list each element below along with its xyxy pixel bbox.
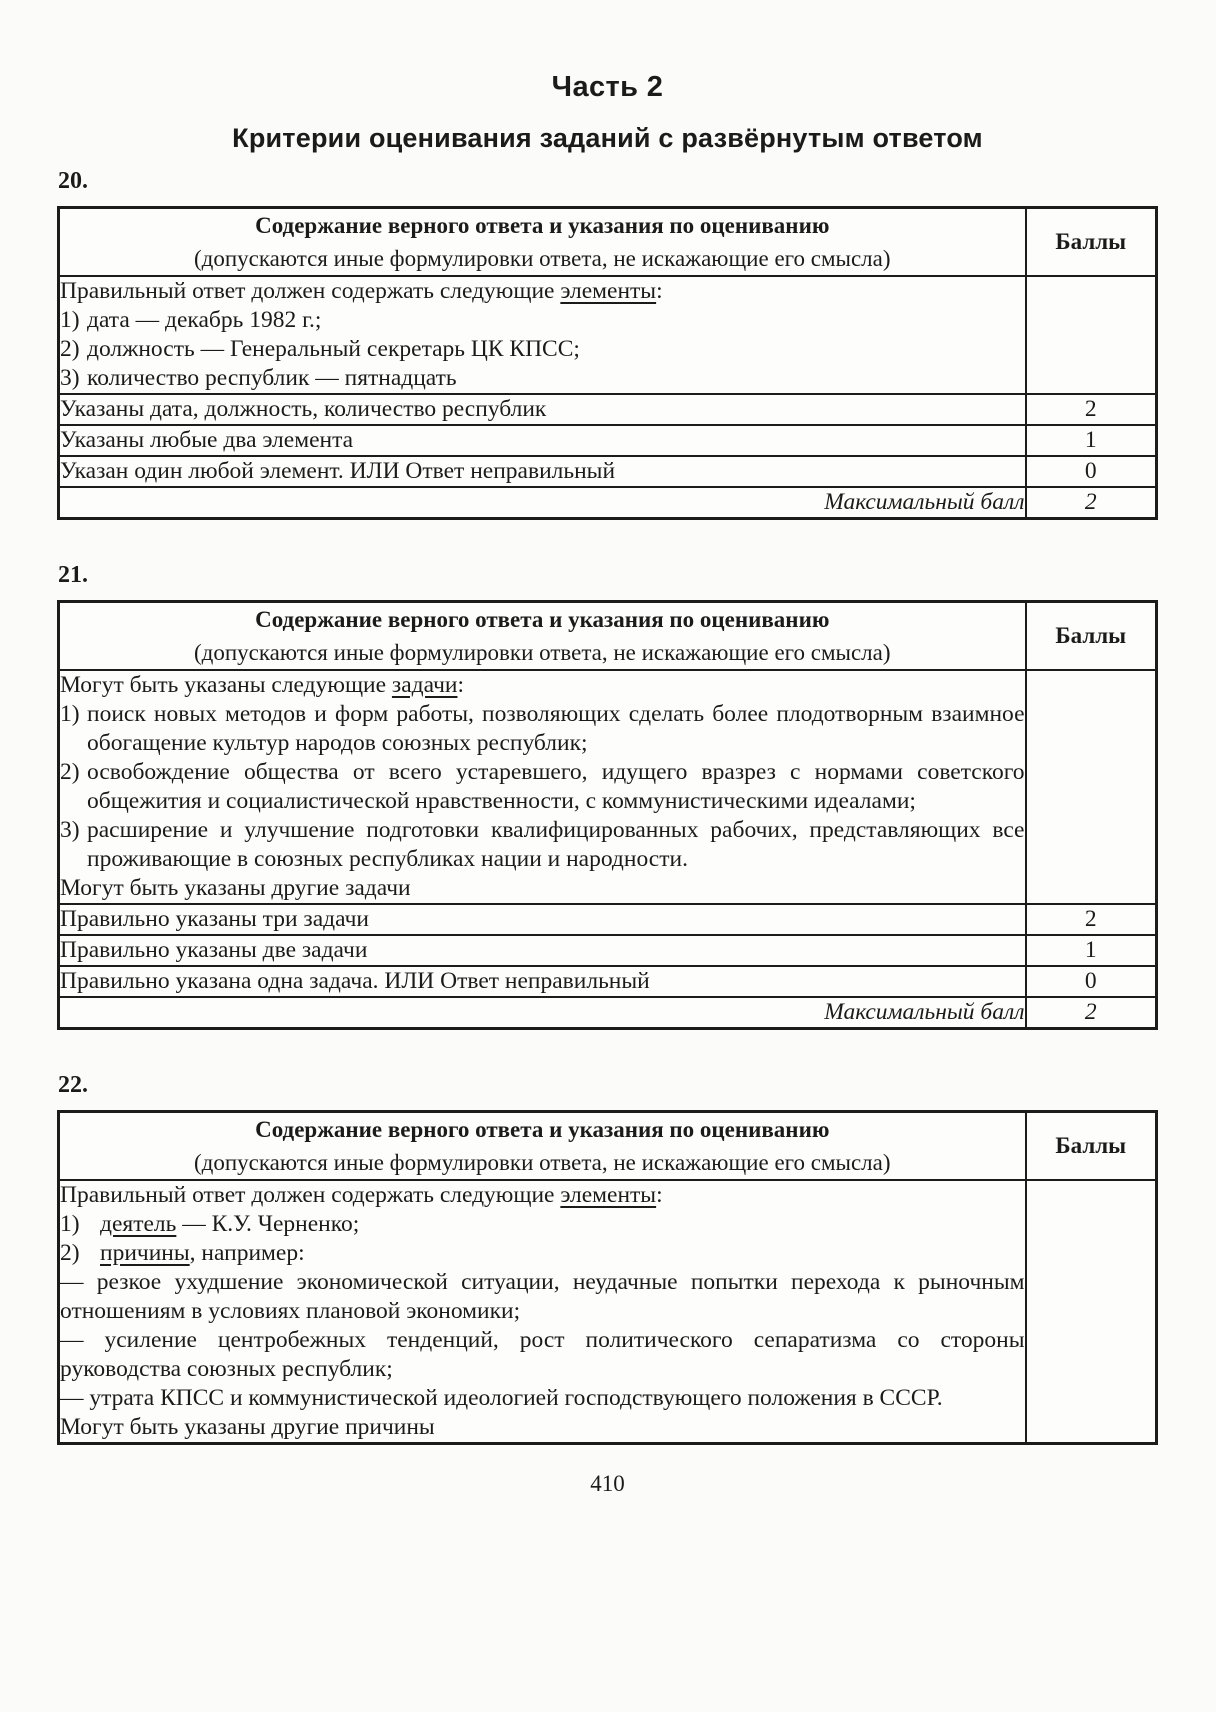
answer-item (60, 335, 1025, 364)
intro-colon: : (656, 1182, 663, 1208)
empty-score-cell (1026, 276, 1157, 394)
item-number: 3) (60, 817, 80, 843)
criteria-header-line1: Содержание верного ответа и указания по оцениванию (255, 213, 830, 238)
dash-point: — утрата КПСС и коммунистической идеологией господствующего положения в СССР. (60, 1385, 943, 1411)
item-number: 1) (60, 1211, 80, 1237)
score-header-cell: Баллы (1026, 602, 1157, 671)
section-title: Критерии оценивания заданий с развёрнутым ответом (232, 123, 983, 153)
answer-item (60, 364, 1025, 393)
criteria-header-line2: (допускаются иные формулировки ответа, не искажающие его смысла) (193, 640, 891, 665)
score-row (59, 904, 1157, 935)
criteria-header-line1: Содержание верного ответа и указания по оцениванию (255, 607, 830, 632)
score-value: 2 (1026, 904, 1157, 935)
score-header-cell: Баллы (1026, 208, 1157, 277)
criterion-text: Правильно указаны две задачи (59, 935, 1026, 966)
answer-item (60, 306, 1025, 335)
criterion-text: Указаны любые два элемента (59, 425, 1026, 456)
item-text: количество республик — пятнадцать (87, 365, 457, 391)
score-row (59, 456, 1157, 487)
item-text: освобождение общества от всего устаревшего, идущего вразрез с нормами советского общежития и социалистической нравственности, с коммунистическими идеалами; (87, 759, 1025, 814)
part-title: Часть 2 (551, 71, 664, 103)
criterion-text: Правильно указана одна задача. ИЛИ Ответ неправильный (59, 966, 1026, 997)
answer-item (60, 1239, 1025, 1268)
score-row (59, 966, 1157, 997)
score-value: 1 (1026, 935, 1157, 966)
criterion-text: Правильно указаны три задачи (59, 904, 1026, 935)
intro-colon: : (656, 278, 663, 304)
item-number: 2) (60, 759, 80, 785)
underlined-term: элементы (560, 278, 657, 304)
answer-content-row (59, 276, 1157, 394)
task-number-20: 20. (58, 168, 88, 194)
intro-colon: : (457, 672, 465, 698)
task-number-21: 21. (58, 562, 88, 588)
underlined-term: деятель (100, 1211, 177, 1237)
score-value: 1 (1026, 425, 1157, 456)
answer-outro: Могут быть указаны другие причины (60, 1414, 435, 1440)
answer-outro: Могут быть указаны другие задачи (60, 875, 411, 901)
score-header-cell: Баллы (1026, 1112, 1157, 1181)
answer-item (60, 700, 1025, 758)
item-text: — К.У. Черненко; (176, 1211, 360, 1237)
max-score-row (59, 997, 1157, 1029)
intro-text: Правильный ответ должен содержать следующие (60, 1182, 561, 1208)
criterion-text: Указаны дата, должность, количество республик (59, 394, 1026, 425)
dash-point: — усиление центробежных тенденций, рост политического сепаратизма со стороны руководства союзных республик; (60, 1327, 1025, 1382)
criteria-header-cell (59, 602, 1026, 671)
max-score-value: 2 (1026, 997, 1157, 1029)
answer-content-row (59, 670, 1157, 904)
score-row (59, 394, 1157, 425)
table-header-row (59, 602, 1157, 671)
answer-content-row (59, 1180, 1157, 1444)
page-number: 410 (590, 1471, 625, 1496)
answer-content-cell (59, 276, 1026, 394)
score-row (59, 425, 1157, 456)
criteria-header-cell (59, 1112, 1026, 1181)
item-text: , например: (189, 1240, 305, 1266)
score-value: 2 (1026, 394, 1157, 425)
item-number: 1) (60, 307, 80, 333)
item-text: поиск новых методов и форм работы, позволяющих сделать более плодотворным взаимное обогащение культур народов союзных республик; (87, 701, 1025, 756)
answer-item (60, 758, 1025, 816)
underlined-term: причины (100, 1240, 190, 1266)
item-number: 1) (60, 701, 80, 727)
empty-score-cell (1026, 670, 1157, 904)
table-header-row (59, 208, 1157, 277)
answer-item (60, 816, 1025, 874)
criteria-table-21 (57, 600, 1158, 1030)
item-text: расширение и улучшение подготовки квалифицированных рабочих, представляющих все проживающие в союзных республиках нации и народности. (87, 817, 1025, 872)
answer-content-cell (59, 1180, 1026, 1444)
dash-point: — резкое ухудшение экономической ситуации, неудачные попытки перехода к рыночным отношениям в условиях плановой экономики; (60, 1269, 1025, 1324)
criteria-header-line2: (допускаются иные формулировки ответа, не искажающие его смысла) (193, 1150, 891, 1175)
answer-intro (60, 1181, 1025, 1210)
criteria-header-cell (59, 208, 1026, 277)
max-score-value: 2 (1026, 487, 1157, 519)
max-score-label: Максимальный балл (59, 487, 1026, 519)
empty-score-cell (1026, 1180, 1157, 1444)
score-row (59, 935, 1157, 966)
criteria-header-line1: Содержание верного ответа и указания по оцениванию (255, 1117, 830, 1142)
answer-content-cell (59, 670, 1026, 904)
item-number: 2) (60, 336, 80, 362)
answer-intro (60, 277, 1025, 306)
table-header-row (59, 1112, 1157, 1181)
item-text: дата — декабрь 1982 г.; (87, 307, 322, 333)
max-score-label: Максимальный балл (59, 997, 1026, 1029)
criteria-table-20 (57, 206, 1158, 520)
underlined-term: элементы (560, 1182, 657, 1208)
item-text: должность — Генеральный секретарь ЦК КПСС; (87, 336, 580, 362)
underlined-term: задачи (391, 672, 458, 698)
criteria-header-line2: (допускаются иные формулировки ответа, не искажающие его смысла) (193, 246, 891, 271)
score-value: 0 (1026, 966, 1157, 997)
intro-text: Правильный ответ должен содержать следующие (60, 278, 561, 304)
task-number-22: 22. (58, 1072, 88, 1098)
max-score-row (59, 487, 1157, 519)
criterion-text: Указан один любой элемент. ИЛИ Ответ неправильный (59, 456, 1026, 487)
item-number: 2) (60, 1240, 80, 1266)
score-value: 0 (1026, 456, 1157, 487)
answer-item (60, 1210, 1025, 1239)
item-number: 3) (60, 365, 80, 391)
intro-text: Могут быть указаны следующие (60, 672, 392, 698)
criteria-table-22 (57, 1110, 1158, 1445)
answer-intro (60, 671, 1025, 700)
